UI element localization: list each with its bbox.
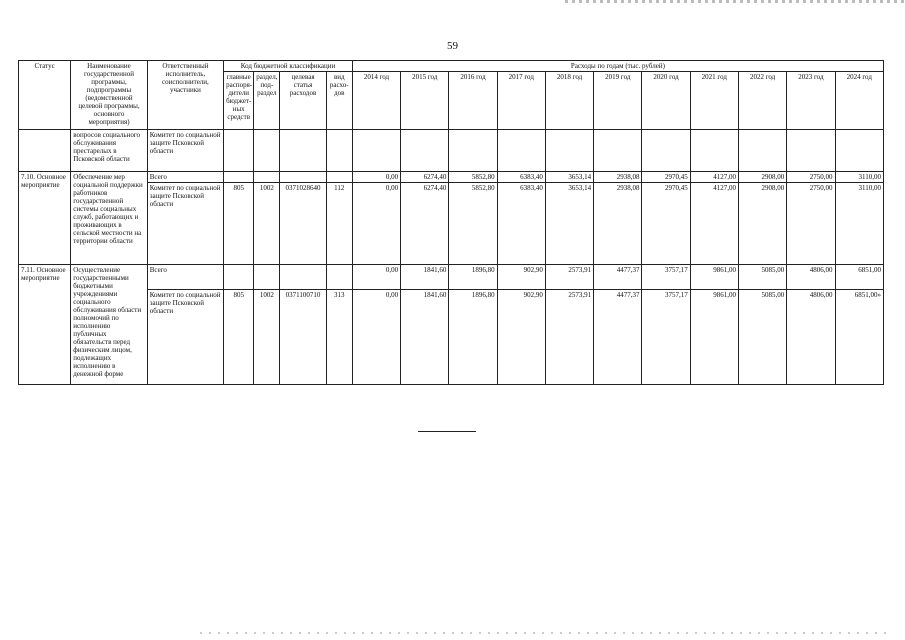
cell-value: 0,00 xyxy=(352,172,400,183)
table-row-7-10-committee xyxy=(19,183,884,265)
end-divider xyxy=(418,431,476,432)
table-row-7-11-committee xyxy=(19,290,884,385)
cell-value: 3653,14 xyxy=(545,172,593,183)
budget-table xyxy=(18,60,884,385)
header-kind: вид расхо-дов xyxy=(326,72,352,130)
header-year: 2015 год xyxy=(401,72,449,130)
cell-value: 2573,91 xyxy=(545,265,593,290)
cell-value: 2970,45 xyxy=(642,183,690,265)
cell-value: 3653,14 xyxy=(545,183,593,265)
header-executor: Ответственный исполнитель, соисполнители, участники xyxy=(147,61,223,130)
table-row-7-11-total xyxy=(19,265,884,290)
cell-value: 1841,60 xyxy=(401,265,449,290)
cell-name: Осуществление государственными бюджетными учреждениями социального обслуживания области полномочий по исполнению публичных обязательств перед физическим лицом, подлежащих исполнению в денежной форме xyxy=(71,265,147,385)
cell-value: 0,00 xyxy=(352,183,400,265)
cell-value: 2908,00 xyxy=(738,172,786,183)
cell-value: 3110,00 xyxy=(835,172,884,183)
cell-value: 6383,40 xyxy=(497,183,545,265)
cell-executor: Комитет по социальной защите Псковской области xyxy=(147,130,223,172)
header-section: раздел, под-раздел xyxy=(254,72,280,130)
header-status: Статус xyxy=(19,61,71,130)
cell-value: 4806,00 xyxy=(787,290,835,385)
cell-executor: Комитет по социальной защите Псковской области xyxy=(147,183,223,265)
cell-value: 5085,00 xyxy=(738,290,786,385)
header-year: 2018 год xyxy=(545,72,593,130)
cell-value: 902,90 xyxy=(497,290,545,385)
cell-section: 1002 xyxy=(254,183,280,265)
cell-value: 2938,08 xyxy=(594,172,642,183)
header-budget-code: Код бюджетной классификации xyxy=(224,61,353,72)
table-row-7-10-total xyxy=(19,172,884,183)
header-year: 2021 год xyxy=(690,72,738,130)
page-number: 59 xyxy=(447,40,458,52)
header-chief: главные распоря-дители бюджет-ных средств xyxy=(224,72,254,130)
cell-status: 7.11. Основное мероприятие xyxy=(19,265,71,385)
cell-value: 3757,17 xyxy=(642,290,690,385)
cell-chief: 805 xyxy=(224,290,254,385)
cell-value: 3757,17 xyxy=(642,265,690,290)
cell-section: 1002 xyxy=(254,290,280,385)
cell-value: 9861,00 xyxy=(690,290,738,385)
scan-bottom-artifact xyxy=(200,632,890,634)
cell-value: 2750,00 xyxy=(787,183,835,265)
cell-executor: Всего xyxy=(147,172,223,183)
cell-value: 5852,80 xyxy=(449,172,497,183)
cell-value: 6851,00» xyxy=(835,290,884,385)
cell-name: вопросов социального обслуживания престарелых в Псковской области xyxy=(71,130,147,172)
cell-value: 6383,40 xyxy=(497,172,545,183)
cell-name: Обеспечение мер социальной поддержки работников государственной системы социальных служб, работающих и проживающих в сельской местности на территории области xyxy=(71,172,147,265)
cell-value: 4806,00 xyxy=(787,265,835,290)
cell-kind: 313 xyxy=(326,290,352,385)
cell-kind: 112 xyxy=(326,183,352,265)
cell-value: 5852,80 xyxy=(449,183,497,265)
header-name: Наименование государственной программы, подпрограммы (ведомственной целевой программы, основного мероприятия) xyxy=(71,61,147,130)
cell-value: 2908,00 xyxy=(738,183,786,265)
header-year: 2019 год xyxy=(594,72,642,130)
cell-value: 6274,40 xyxy=(401,172,449,183)
header-year: 2014 год xyxy=(352,72,400,130)
cell-executor: Комитет по социальной защите Псковской области xyxy=(147,290,223,385)
header-expenses: Расходы по годам (тыс. рублей) xyxy=(352,61,883,72)
cell-value: 0,00 xyxy=(352,290,400,385)
header-row-1 xyxy=(19,61,884,72)
cell-value: 1896,80 xyxy=(449,265,497,290)
header-year: 2022 год xyxy=(738,72,786,130)
header-year: 2020 год xyxy=(642,72,690,130)
cell-value: 2573,91 xyxy=(545,290,593,385)
cell-status: 7.10. Основное мероприятие xyxy=(19,172,71,265)
cell-value: 2970,45 xyxy=(642,172,690,183)
cell-value: 4477,37 xyxy=(594,265,642,290)
header-year: 2023 год xyxy=(787,72,835,130)
cell-chief: 805 xyxy=(224,183,254,265)
cell-value: 1841,60 xyxy=(401,290,449,385)
cell-executor: Всего xyxy=(147,265,223,290)
cell-value: 902,90 xyxy=(497,265,545,290)
cell-value: 3110,00 xyxy=(835,183,884,265)
cell-value: 2938,08 xyxy=(594,183,642,265)
cell-target: 0371028640 xyxy=(280,183,326,265)
cell-value: 1896,80 xyxy=(449,290,497,385)
cell-target: 0371100710 xyxy=(280,290,326,385)
cell-value: 4127,00 xyxy=(690,183,738,265)
cell-value: 2750,00 xyxy=(787,172,835,183)
cell-value: 0,00 xyxy=(352,265,400,290)
header-year: 2024 год xyxy=(835,72,884,130)
cell-value: 6274,40 xyxy=(401,183,449,265)
cell-value: 6851,00 xyxy=(835,265,884,290)
header-year: 2016 год xyxy=(449,72,497,130)
cell-status xyxy=(19,130,71,172)
scan-edge-artifact xyxy=(565,0,905,3)
cell-value: 4127,00 xyxy=(690,172,738,183)
table-row-continuation xyxy=(19,130,884,172)
header-target: целевая статья расходов xyxy=(280,72,326,130)
header-year: 2017 год xyxy=(497,72,545,130)
cell-value: 5085,00 xyxy=(738,265,786,290)
cell-value: 4477,37 xyxy=(594,290,642,385)
cell-value: 9861,00 xyxy=(690,265,738,290)
